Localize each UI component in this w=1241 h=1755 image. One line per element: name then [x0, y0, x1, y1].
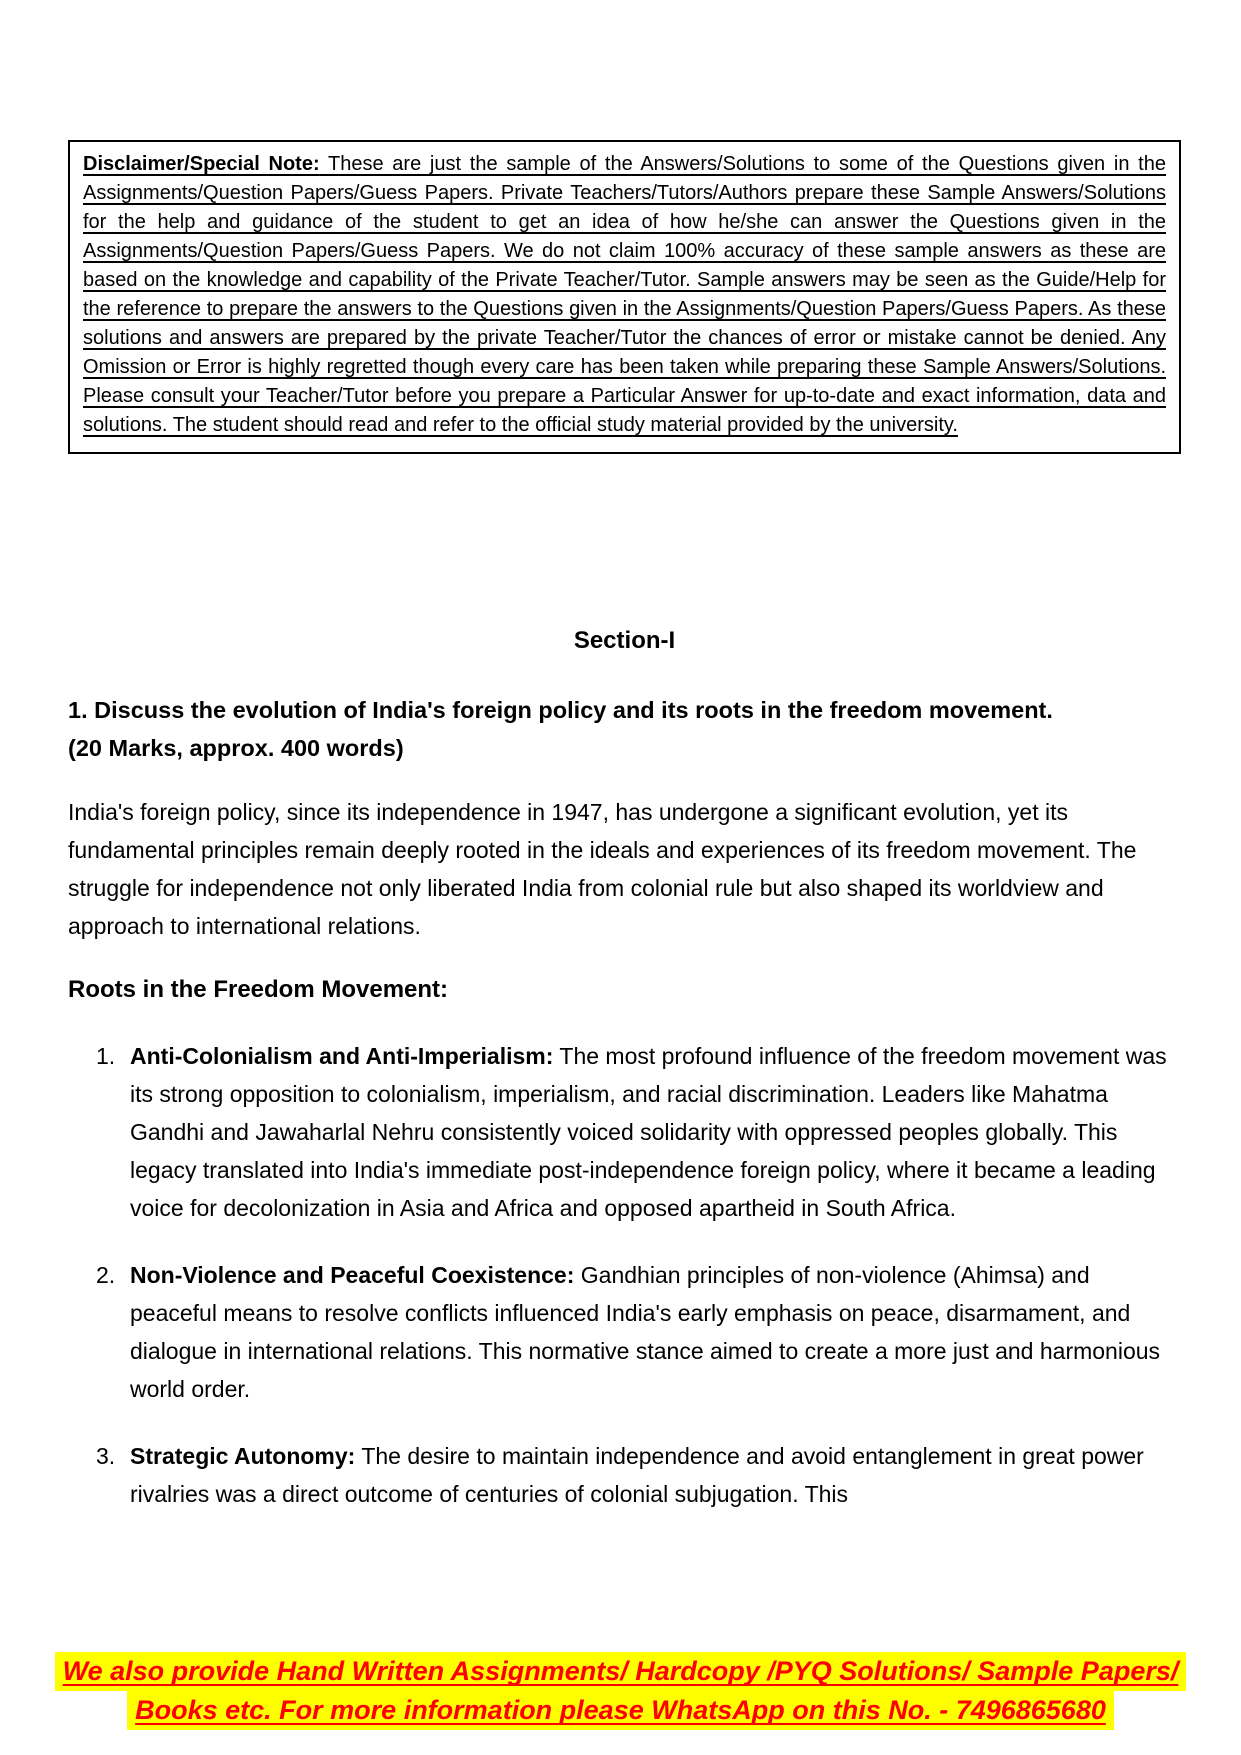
promo-banner [0, 1652, 1241, 1730]
question-marks: (20 Marks, approx. 400 words) [68, 735, 404, 761]
list-item-text: The desire to maintain independence and avoid entanglement in great power rivalries was a direct outcome of centuries of colonial subjugation. This [130, 1443, 1144, 1507]
list-item [68, 1256, 1181, 1408]
section-heading: Section-I [573, 627, 676, 654]
list-item-number: 3. [96, 1443, 116, 1469]
intro-paragraph: India's foreign policy, since its independence in 1947, has undergone a significant evolution, yet its fundamental principles remain deeply rooted in the ideals and experiences of its freedom movement. The struggle for independence not only liberated India from colonial rule but also shaped its worldview and approach to international relations. [68, 799, 1137, 939]
numbered-list [68, 1037, 1181, 1513]
list-item-title: Anti-Colonialism and Anti-Imperialism: [130, 1043, 554, 1069]
promo-line-2: Books etc. For more information please WhatsApp on this No. - 7496865680 [127, 1691, 1114, 1730]
disclaimer-box [68, 140, 1181, 454]
list-item [68, 1437, 1181, 1513]
list-item-number: 2. [96, 1262, 116, 1288]
question-text: 1. Discuss the evolution of India's foreign policy and its roots in the freedom movement. [68, 697, 1053, 723]
list-item [68, 1037, 1181, 1227]
question-block [68, 691, 1181, 767]
promo-line-1: We also provide Hand Written Assignments/ Hardcopy /PYQ Solutions/ Sample Papers/ [55, 1652, 1187, 1691]
disclaimer-text: These are just the sample of the Answers/Solutions to some of the Questions given in the Assignments/Question Papers/Guess Papers. Private Teachers/Tutors/Authors prepare these Sample Answers/Solutions for the help and guidance of the student to get an idea of how he/she can answer the Questions given in the Assignments/Question Papers/Guess Papers. We do not claim 100% accuracy of these sample answers as these are based on the knowledge and capability of the Private Teacher/Tutor. Sample answers may be seen as the Guide/Help for the reference to prepare the answers to the Questions given in the Assignments/Question Papers/Guess Papers. As these solutions and answers are prepared by the private Teacher/Tutor the chances of error or mistake cannot be denied. Any Omission or Error is highly regretted though every care has been taken while preparing these Sample Answers/Solutions. Please consult your Teacher/Tutor before you prepare a Particular Answer for up-to-date and exact information, data and solutions. The student should read and refer to the official study material provided by the university. [83, 153, 1166, 436]
disclaimer-label: Disclaimer/Special Note: [83, 153, 320, 175]
list-item-number: 1. [96, 1043, 116, 1069]
answer-subheading: Roots in the Freedom Movement: [68, 976, 449, 1003]
list-item-title: Strategic Autonomy: [130, 1443, 356, 1469]
list-item-title: Non-Violence and Peaceful Coexistence: [130, 1262, 575, 1288]
list-item-text: The most profound influence of the freedom movement was its strong opposition to colonialism, imperialism, and racial discrimination. Leaders like Mahatma Gandhi and Jawaharlal Nehru consistently voiced solidarity with oppressed peoples globally. This legacy translated into India's immediate post-independence foreign policy, where it became a leading voice for decolonization in Asia and Africa and opposed apartheid in South Africa. [130, 1043, 1167, 1221]
list-item-text: Gandhian principles of non-violence (Ahimsa) and peaceful means to resolve conflicts influenced India's early emphasis on peace, disarmament, and dialogue in international relations. This normative stance aimed to create a more just and harmonious world order. [130, 1262, 1161, 1402]
